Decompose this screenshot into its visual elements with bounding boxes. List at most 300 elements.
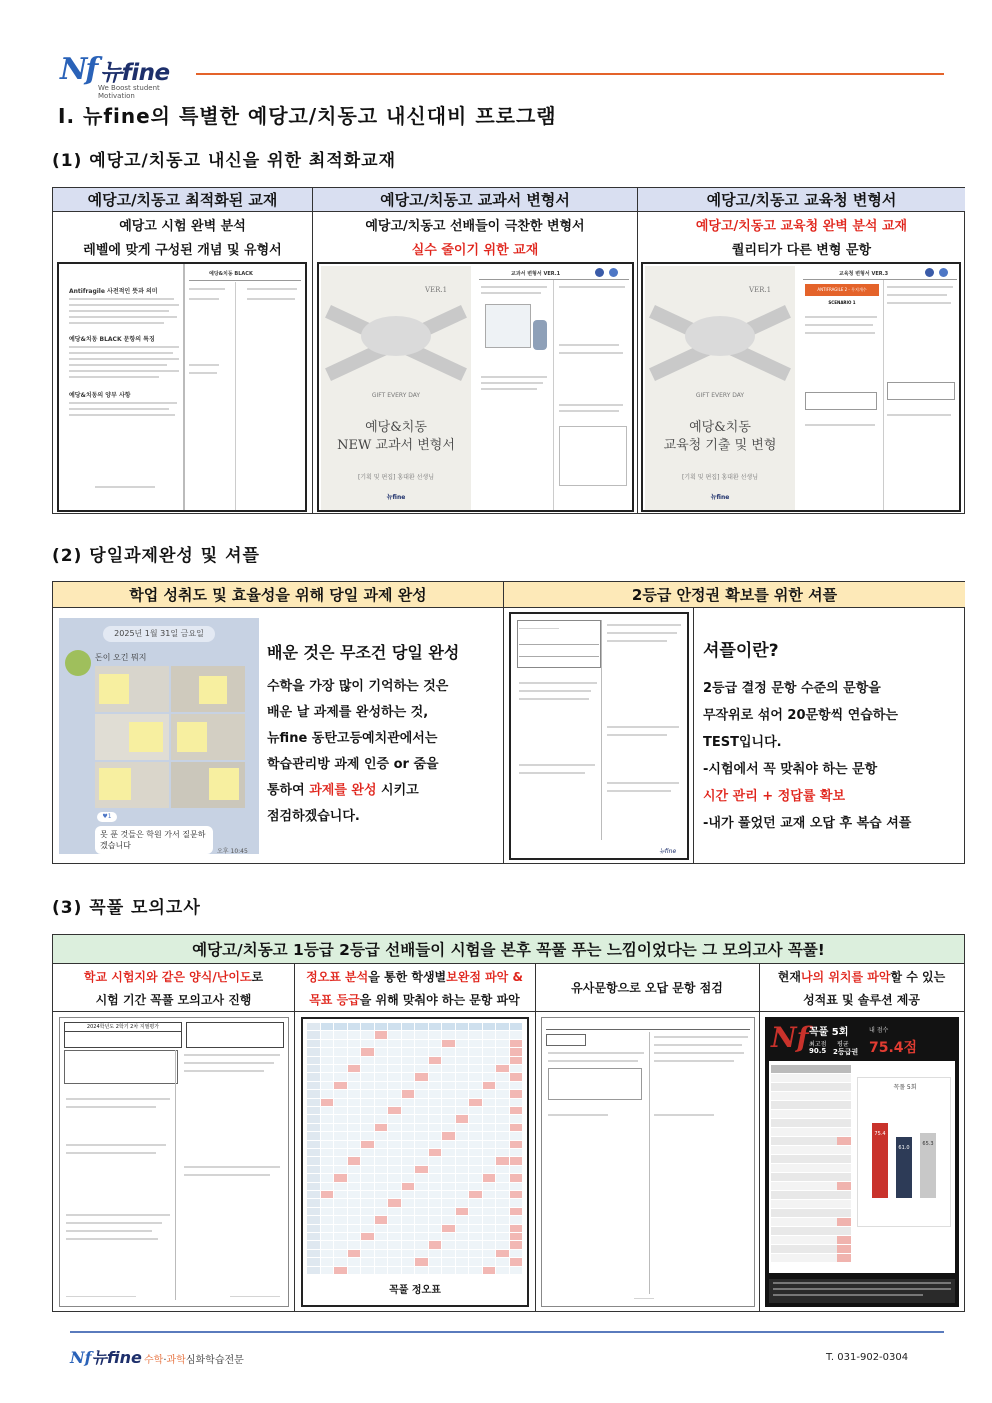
grid-cell [429,1107,442,1114]
grid-cell [388,1166,401,1173]
report-val2: 2등급권 [833,1048,859,1056]
grid-cell [348,1132,361,1139]
grid-cell [334,1233,347,1240]
grid-cell [496,1250,509,1257]
report-row [771,1164,851,1172]
grid-cell [456,1048,469,1055]
section3-title: (3) 꼭풀 모의고사 [52,898,201,918]
grid-cell [469,1183,482,1190]
grid-cell [483,1065,496,1072]
grid-cell [483,1073,496,1080]
grid-cell [307,1065,320,1072]
grid-cell [375,1233,388,1240]
grid-cell [361,1267,374,1274]
grid-cell [456,1132,469,1139]
grid-cell [348,1191,361,1198]
grid-cell [496,1267,509,1274]
grid-cell [469,1040,482,1047]
grid-cell [483,1241,496,1248]
grid-cell [496,1031,509,1038]
grid-cell [375,1241,388,1248]
s2-right-line3: TEST입니다. [703,735,782,750]
grid-cell [402,1208,415,1215]
grid-cell [348,1124,361,1131]
chat-sender: 돈이 오긴 뭐지 [95,653,147,662]
report-row [771,1191,851,1199]
grid-cell [348,1057,361,1064]
grid-cell [388,1048,401,1055]
grid-cell [442,1233,455,1240]
chat-bubble: 못 푼 것들은 학원 가서 질문하겠습니다 [95,826,213,854]
grid-cell [496,1141,509,1148]
grid-cell [496,1199,509,1206]
grid-cell [307,1157,320,1164]
s2-left-line5: 통하여 과제를 완성 시키고 [267,783,419,798]
grid-cell [402,1183,415,1190]
grid-cell [483,1082,496,1089]
grid-cell [469,1233,482,1240]
cover2-title-b: NEW 교과서 변형서 [337,438,455,453]
grid-cell [469,1267,482,1274]
grid-cell [442,1124,455,1131]
grid-cell [307,1233,320,1240]
report-row [771,1074,851,1082]
grid-cell [510,1241,523,1248]
grid-cell [334,1065,347,1072]
section3-table [52,934,965,1312]
grid-cell [483,1166,496,1173]
grid-cell [307,1107,320,1114]
grid-cell [361,1225,374,1232]
grid-cell [348,1073,361,1080]
answer-grid [307,1023,523,1275]
grid-cell [510,1216,523,1223]
grid-cell [510,1166,523,1173]
grid-cell [496,1174,509,1181]
grid-cell [334,1023,347,1030]
grid-cell [334,1057,347,1064]
grid-cell [510,1115,523,1122]
grid-cell [442,1199,455,1206]
grid-cell [321,1208,334,1215]
report-row [771,1092,851,1100]
grid-cell [321,1065,334,1072]
grid-cell [361,1233,374,1240]
grid-cell [348,1183,361,1190]
grid-cell [442,1040,455,1047]
chat-avatar [65,650,91,676]
grid-cell [429,1141,442,1148]
grid-cell [456,1191,469,1198]
report-row [771,1119,851,1127]
grid-cell [483,1258,496,1265]
report-row [771,1083,851,1091]
grid-cell [402,1031,415,1038]
cover2-label: VER.1 [424,286,448,294]
report-row [771,1110,851,1118]
grid-cell [388,1267,401,1274]
grid-cell [483,1225,496,1232]
grid-cell [388,1099,401,1106]
grid-cell [388,1082,401,1089]
grid-cell [496,1149,509,1156]
grid-cell [334,1225,347,1232]
grid-cell [361,1132,374,1139]
grid-cell [334,1191,347,1198]
page3-header: 교육청 변형서 VER.3 [839,271,889,277]
grid-cell [483,1183,496,1190]
grid-cell [510,1073,523,1080]
grid-cell [429,1166,442,1173]
report-row [771,1128,851,1136]
grid-cell [361,1040,374,1047]
grid-cell [496,1258,509,1265]
grid-cell [307,1174,320,1181]
grid-cell [321,1023,334,1030]
grid-cell [415,1208,428,1215]
grid-cell [483,1023,496,1030]
thumb-shuffle-worksheet [509,612,689,860]
grid-cell [334,1166,347,1173]
grid-cell [388,1057,401,1064]
grid-cell [415,1157,428,1164]
grid-cell [321,1258,334,1265]
grid-cell [510,1183,523,1190]
grid-cell [510,1208,523,1215]
grid-cell [307,1141,320,1148]
grid-cell [388,1174,401,1181]
grid-cell [415,1090,428,1097]
grid-cell [388,1225,401,1232]
grid-cell [510,1031,523,1038]
grid-cell [456,1107,469,1114]
chat-date: 2025년 1월 31일 금요일 [103,626,215,642]
brand-logo [60,48,180,98]
grid-cell [469,1258,482,1265]
grid-cell [375,1183,388,1190]
chat-reaction: ♥1 [97,812,117,822]
grid-cell [375,1115,388,1122]
grid-cell [483,1216,496,1223]
grid-cell [456,1040,469,1047]
grid-cell [334,1048,347,1055]
grid-cell [456,1149,469,1156]
s2-left-line3: 뉴fine 동탄고등예치관에서는 [267,731,438,746]
grid-cell [361,1082,374,1089]
grid-cell [415,1115,428,1122]
grid-cell [321,1057,334,1064]
grid-cell [348,1099,361,1106]
grid-cell [415,1073,428,1080]
grid-cell [361,1065,374,1072]
grid-cell [402,1124,415,1131]
grid-cell [456,1031,469,1038]
grid-cell [321,1250,334,1257]
grid-cell [496,1048,509,1055]
grid-cell [415,1132,428,1139]
grid-cell [334,1149,347,1156]
grid-cell [334,1040,347,1047]
grid-cell [483,1250,496,1257]
grid-cell [415,1082,428,1089]
grid-cell [415,1174,428,1181]
grid-cell [496,1225,509,1232]
grid-cell [402,1132,415,1139]
grid-cell [429,1040,442,1047]
grid-cell [307,1191,320,1198]
grid-cell [361,1250,374,1257]
t1-heading2: 예당&치동 BLACK 문항의 특징 [69,336,155,343]
grid-cell [402,1241,415,1248]
grid-cell [307,1115,320,1122]
grid-cell [415,1023,428,1030]
grid-cell [307,1258,320,1265]
s2-right-line1: 2등급 결정 문항 수준의 문항을 [703,681,881,696]
cover3-gift: GIFT EVERY DAY [695,392,745,399]
grid-cell [496,1082,509,1089]
grid-cell [348,1250,361,1257]
grid-cell [348,1208,361,1215]
grid-cell [456,1166,469,1173]
grid-cell [361,1073,374,1080]
grid-cell [388,1233,401,1240]
grid-cell [361,1183,374,1190]
grid-cell [361,1031,374,1038]
grid-cell [483,1191,496,1198]
grid-cell [307,1040,320,1047]
grid-cell [469,1199,482,1206]
grid-cell [334,1208,347,1215]
grid-cell [456,1174,469,1181]
grid-cell [321,1082,334,1089]
grid-cell [510,1225,523,1232]
grid-cell [361,1166,374,1173]
grid-cell [402,1115,415,1122]
grid-cell [402,1090,415,1097]
grid-cell [402,1174,415,1181]
report-wrong-mark [837,1137,851,1145]
grid-cell [456,1090,469,1097]
grid-cell [483,1199,496,1206]
grid-cell [321,1183,334,1190]
report-bar-label: 61.0 [898,1145,910,1151]
grid-cell [375,1132,388,1139]
section2-title: (2) 당일과제완성 및 셔플 [52,546,260,566]
grid-cell [334,1090,347,1097]
grid-cell [307,1166,320,1173]
grid-cell [334,1031,347,1038]
report-row [771,1101,851,1109]
grid-cell [402,1057,415,1064]
grid-cell [456,1208,469,1215]
grid-cell [307,1099,320,1106]
report-wrong-mark [837,1236,851,1244]
grid-cell [510,1057,523,1064]
report-row [771,1065,851,1073]
grid-cell [442,1099,455,1106]
grid-cell [388,1031,401,1038]
grid-cell [375,1267,388,1274]
grid-cell [456,1267,469,1274]
grid-cell [456,1241,469,1248]
grid-cell [496,1183,509,1190]
grid-cell [483,1040,496,1047]
grid-cell [388,1241,401,1248]
grid-cell [334,1099,347,1106]
grid-cell [402,1225,415,1232]
grid-cell [334,1132,347,1139]
s1-col3-header: 예당고/치동고 교육청 변형서 [638,188,965,211]
grid-cell [429,1250,442,1257]
grid-cell [415,1216,428,1223]
grid-cell [307,1250,320,1257]
grid-cell [469,1115,482,1122]
grid-cell [469,1191,482,1198]
grid-cell [429,1241,442,1248]
grid-cell [456,1216,469,1223]
grid-cell [388,1141,401,1148]
grid-cell [388,1090,401,1097]
grid-cell [429,1149,442,1156]
grid-cell [321,1149,334,1156]
grid-cell [361,1174,374,1181]
grid-cell [510,1107,523,1114]
grid-cell [361,1023,374,1030]
grid-cell [307,1048,320,1055]
grid-cell [415,1057,428,1064]
grid-cell [456,1124,469,1131]
grid-cell [388,1023,401,1030]
report-label2: 평균 [837,1041,849,1048]
grid-cell [510,1174,523,1181]
grid-cell [375,1090,388,1097]
grid-cell [375,1023,388,1030]
grid-cell [415,1031,428,1038]
grid-cell [321,1191,334,1198]
grid-cell [348,1258,361,1265]
s2-right-line2: 무작위로 섞어 20문항씩 연습하는 [703,708,898,723]
grid-cell [321,1241,334,1248]
grid-cell [456,1057,469,1064]
report-title: 꼭풀 5회 [809,1027,849,1038]
grid-cell [483,1132,496,1139]
grid-cell [469,1216,482,1223]
grid-cell [402,1107,415,1114]
grid-cell [402,1250,415,1257]
grid-cell [375,1065,388,1072]
grid-cell [415,1258,428,1265]
grid-cell [348,1040,361,1047]
grid-cell [429,1082,442,1089]
grid-cell [510,1082,523,1089]
grid-cell [348,1141,361,1148]
grid-cell [469,1057,482,1064]
cover3-editor: [기획 및 편집] 홍대환 선생님 [681,474,759,481]
grid-cell [429,1090,442,1097]
footer-logo: Nf뉴fine [70,1348,142,1367]
s3-col1-line1: 학교 시험지와 같은 양식/난이도 로 [83,969,264,984]
cover2-title-a: 예당&치동 [365,420,427,435]
grid-cell [469,1157,482,1164]
grid-cell [483,1107,496,1114]
grid-cell [361,1124,374,1131]
grid-cell [442,1157,455,1164]
grid-cell [361,1199,374,1206]
grid-cell [496,1233,509,1240]
report-row [771,1146,851,1154]
grid-cell [415,1099,428,1106]
report-bar-label: 75.4 [874,1130,886,1137]
footer-phone: T. 031-902-0304 [826,1352,909,1363]
grid-cell [510,1132,523,1139]
report-row [771,1173,851,1181]
grid-cell [456,1183,469,1190]
grid-cell [456,1115,469,1122]
grid-cell [429,1031,442,1038]
grid-cell [375,1040,388,1047]
brand-tagline: We Boost student Motivation [98,84,160,100]
grid-cell [307,1183,320,1190]
grid-cell [442,1208,455,1215]
grid-cell [348,1048,361,1055]
grid-cell [429,1258,442,1265]
grid-cell [402,1149,415,1156]
grid-cell [321,1216,334,1223]
grid-cell [429,1124,442,1131]
grid-cell [321,1073,334,1080]
grid-cell [456,1099,469,1106]
grid-cell [361,1149,374,1156]
grid-cell [375,1199,388,1206]
grid-cell [415,1166,428,1173]
grid-cell [442,1082,455,1089]
report-val1: 90.5 [809,1047,827,1055]
grid-cell [496,1023,509,1030]
grid-cell [510,1157,523,1164]
grid-cell [456,1073,469,1080]
grid-cell [307,1073,320,1080]
grid-cell [415,1141,428,1148]
grid-cell [442,1174,455,1181]
footer-tagline: 수학·과학심화학습전문 [144,1355,244,1366]
grid-cell [375,1149,388,1156]
grid-cell [388,1149,401,1156]
grid-cell [456,1225,469,1232]
brand-mark: Nf [60,52,97,87]
report-row [771,1200,851,1208]
grid-cell [388,1115,401,1122]
grid-cell [429,1115,442,1122]
grid-cell [402,1065,415,1072]
grid-cell [469,1241,482,1248]
grid-cell [388,1065,401,1072]
grid-cell [483,1124,496,1131]
grid-cell [415,1183,428,1190]
grid-cell [415,1241,428,1248]
s3-col2-line2: 목표 등급 을 위해 맞춰야 하는 문항 파악 [309,993,520,1007]
grid-cell [402,1141,415,1148]
s2-left-line5-highlight: 과제를 완성 [309,783,377,798]
grid-cell [307,1082,320,1089]
grid-cell [321,1233,334,1240]
grid-cell [307,1216,320,1223]
page3-scenario: SCENARIO 1 [828,300,856,305]
s1-col2-line2: 실수 줄이기 위한 교재 [411,242,539,258]
grid-cell [442,1241,455,1248]
grid-cell [388,1208,401,1215]
grid-cell [469,1166,482,1173]
grid-cell [375,1073,388,1080]
